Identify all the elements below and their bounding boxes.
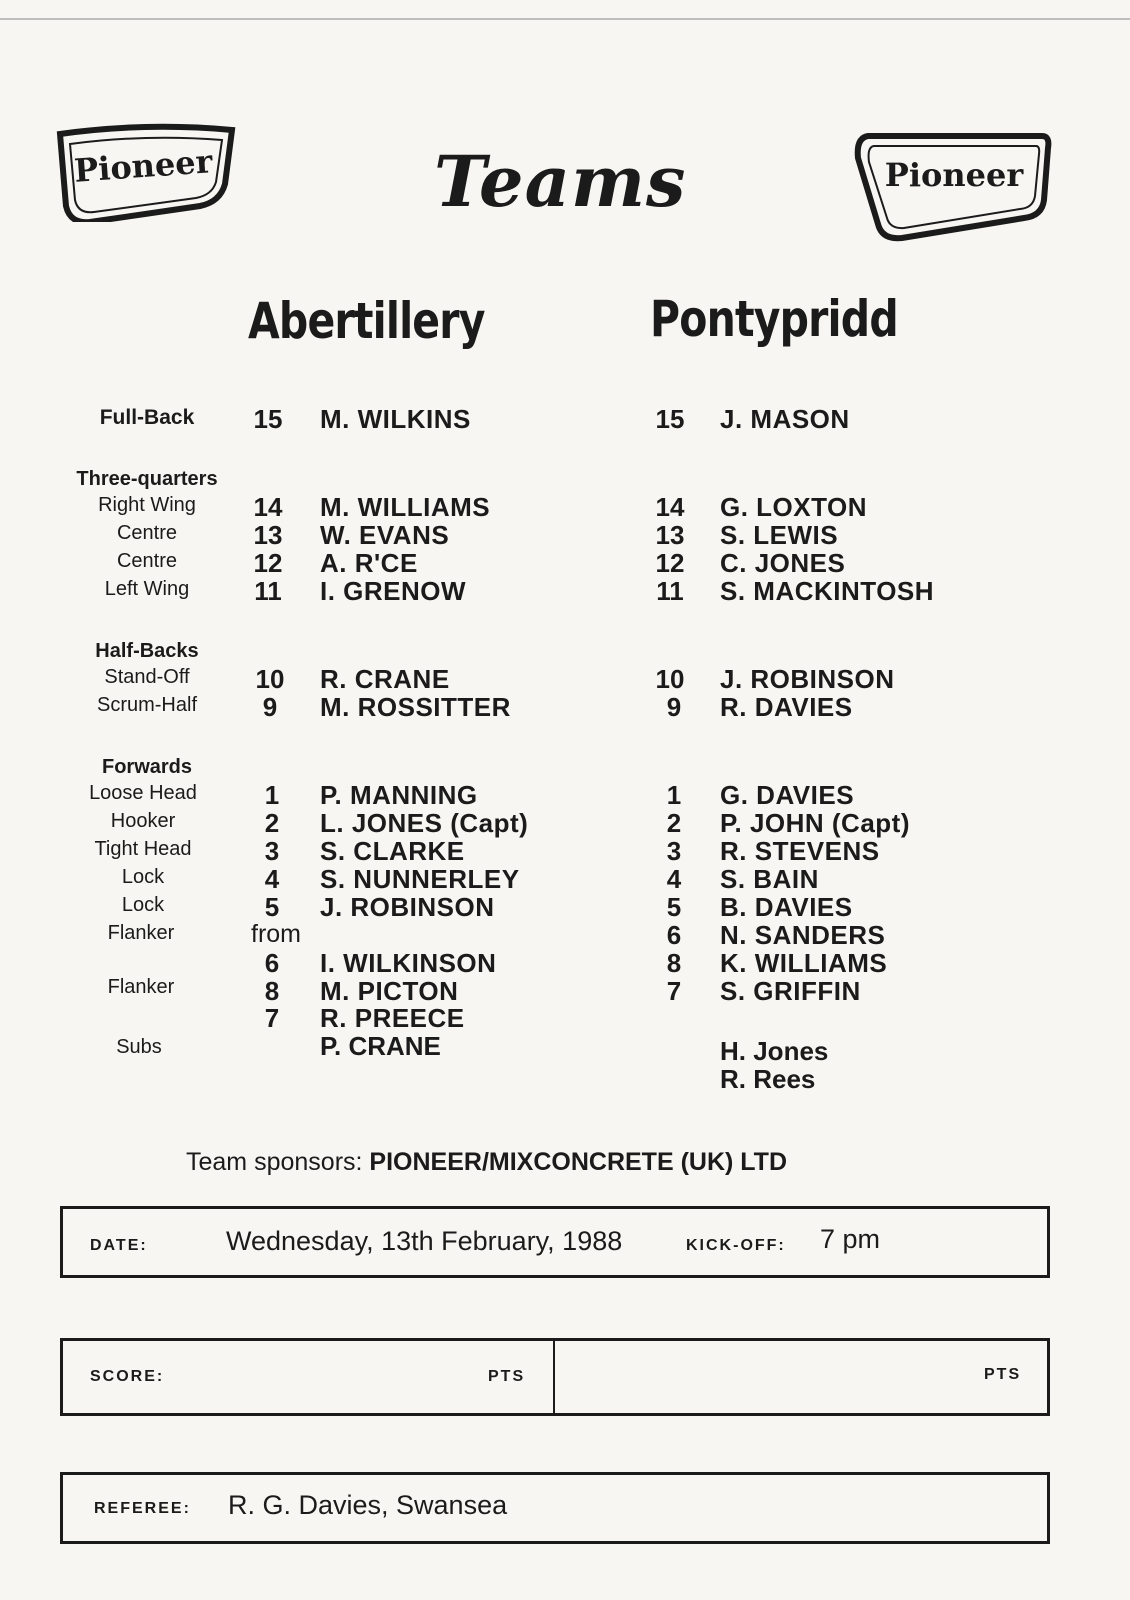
- away-player-name: S. GRIFFIN: [720, 976, 861, 1006]
- home-player-number: 15: [253, 404, 283, 434]
- away-player-name: G. LOXTON: [720, 492, 868, 522]
- home-player-name: S. NUNNERLEY: [320, 864, 520, 894]
- home-player-name: R. PREECE: [320, 1003, 465, 1033]
- referee-box: [60, 1472, 1050, 1544]
- away-player-name: B. DAVIES: [720, 892, 853, 922]
- home-player-number: 1: [264, 780, 280, 810]
- page-top-rule: [0, 18, 1130, 20]
- away-player-name: P. JOHN (Capt): [720, 808, 910, 838]
- away-player-name: J. MASON: [720, 404, 850, 434]
- away-player-name: K. WILLIAMS: [720, 948, 888, 978]
- away-player-number: 8: [666, 948, 682, 978]
- home-player-number: 3: [264, 836, 280, 866]
- home-player-name: P. MANNING: [320, 780, 478, 810]
- position-lock: Lock: [121, 894, 165, 916]
- position-scrum-half: Scrum-Half: [96, 694, 197, 716]
- home-player-number: 5: [264, 892, 280, 922]
- position-centre: Centre: [116, 550, 178, 572]
- position-hooker: Hooker: [110, 810, 176, 832]
- page-title: Teams: [434, 140, 687, 223]
- pioneer-logo-right: [852, 130, 1042, 230]
- position-flanker: Flanker: [107, 976, 175, 998]
- home-player-number: 6: [264, 948, 280, 978]
- away-player-number: 4: [666, 864, 682, 894]
- home-player-name: W. EVANS: [320, 520, 450, 550]
- sponsor-label: Team sponsors:: [186, 1148, 363, 1176]
- away-player-number: 1: [666, 780, 682, 810]
- away-player-name: J. ROBINSON: [720, 664, 895, 694]
- home-player-name: I. WILKINSON: [320, 948, 497, 978]
- referee-name: R. G. Davies, Swansea: [228, 1490, 508, 1520]
- sponsor-line: [186, 1148, 787, 1177]
- home-player-name: S. CLARKE: [320, 836, 465, 866]
- home-player-number: 7: [264, 1003, 280, 1033]
- pioneer-logo-left: [50, 122, 240, 222]
- home-sub-name: P. CRANE: [320, 1031, 441, 1061]
- away-player-number: 2: [666, 808, 682, 838]
- away-player-number: 5: [666, 892, 682, 922]
- section-three-quarters: Three-quarters: [76, 468, 218, 490]
- section-full-back: Full-Back: [99, 406, 195, 429]
- home-player-number: 12: [253, 548, 283, 578]
- section-half-backs: Half-Backs: [95, 640, 199, 662]
- away-player-number: 6: [666, 920, 682, 950]
- score-divider: [553, 1340, 555, 1414]
- away-player-name: R. STEVENS: [720, 836, 880, 866]
- away-player-name: G. DAVIES: [720, 780, 855, 810]
- home-pts-label: PTS: [488, 1368, 526, 1385]
- from-label: from: [251, 920, 301, 948]
- score-label: SCORE:: [90, 1368, 165, 1385]
- home-player-number: 2: [264, 808, 280, 838]
- kickoff-label: KICK-OFF:: [686, 1237, 786, 1254]
- logo-text: Pioneer: [884, 156, 1024, 194]
- away-player-number: 13: [655, 520, 685, 550]
- away-team-name: Pontypridd: [650, 290, 898, 348]
- away-player-name: S. LEWIS: [720, 520, 839, 550]
- score-box: [60, 1338, 1050, 1416]
- away-player-number: 12: [655, 548, 685, 578]
- away-player-name: R. DAVIES: [720, 692, 853, 722]
- sponsor-name: PIONEER/MIXCONCRETE (UK) LTD: [369, 1148, 788, 1176]
- away-player-name: S. BAIN: [720, 864, 819, 894]
- home-team-name: Abertillery: [248, 292, 485, 350]
- away-player-name: N. SANDERS: [720, 920, 886, 950]
- home-player-number: 13: [253, 520, 283, 550]
- position-lock: Lock: [121, 866, 165, 888]
- home-player-name: L. JONES (Capt): [320, 808, 529, 838]
- home-player-number: 11: [254, 576, 282, 606]
- home-player-name: M. WILKINS: [320, 404, 471, 434]
- date-label: DATE:: [90, 1237, 148, 1254]
- position-left-wing: Left Wing: [104, 578, 190, 600]
- home-player-name: M. PICTON: [320, 976, 459, 1006]
- kickoff-time: 7 pm: [820, 1224, 881, 1254]
- home-player-name: R. CRANE: [320, 664, 450, 694]
- position-tight-head: Tight Head: [94, 838, 192, 860]
- away-player-number: 7: [666, 976, 682, 1006]
- away-player-number: 11: [656, 576, 684, 606]
- away-player-name: S. MACKINTOSH: [720, 576, 935, 606]
- section-forwards: Forwards: [101, 756, 193, 778]
- away-player-number: 15: [655, 404, 685, 434]
- position-loose-head: Loose Head: [89, 782, 197, 804]
- position-centre: Centre: [116, 522, 178, 544]
- position-right-wing: Right Wing: [98, 494, 196, 516]
- away-player-number: 14: [655, 492, 685, 522]
- away-sub-name: R. Rees: [720, 1064, 816, 1094]
- away-sub-name: H. Jones: [720, 1036, 829, 1066]
- home-player-name: I. GRENOW: [320, 576, 467, 606]
- home-player-number: 8: [264, 976, 280, 1006]
- away-player-number: 10: [655, 664, 685, 694]
- home-player-name: J. ROBINSON: [320, 892, 495, 922]
- home-player-name: M. WILLIAMS: [320, 492, 491, 522]
- home-player-name: A. R'CE: [320, 548, 418, 578]
- logo-text: Pioneer: [72, 142, 214, 190]
- position-subs: Subs: [116, 1036, 162, 1058]
- home-player-number: 14: [253, 492, 283, 522]
- match-date: Wednesday, 13th February, 1988: [226, 1226, 623, 1256]
- away-player-number: 9: [666, 692, 682, 722]
- away-pts-label: PTS: [984, 1366, 1022, 1383]
- position-stand-off: Stand-Off: [104, 666, 190, 688]
- home-player-number: 4: [264, 864, 280, 894]
- home-player-name: M. ROSSITTER: [320, 692, 511, 722]
- home-player-number: 9: [262, 692, 278, 722]
- away-player-name: C. JONES: [720, 548, 846, 578]
- home-player-number: 10: [255, 664, 285, 694]
- position-flanker: Flanker: [107, 922, 175, 944]
- referee-label: REFEREE:: [94, 1500, 191, 1517]
- away-player-number: 3: [666, 836, 682, 866]
